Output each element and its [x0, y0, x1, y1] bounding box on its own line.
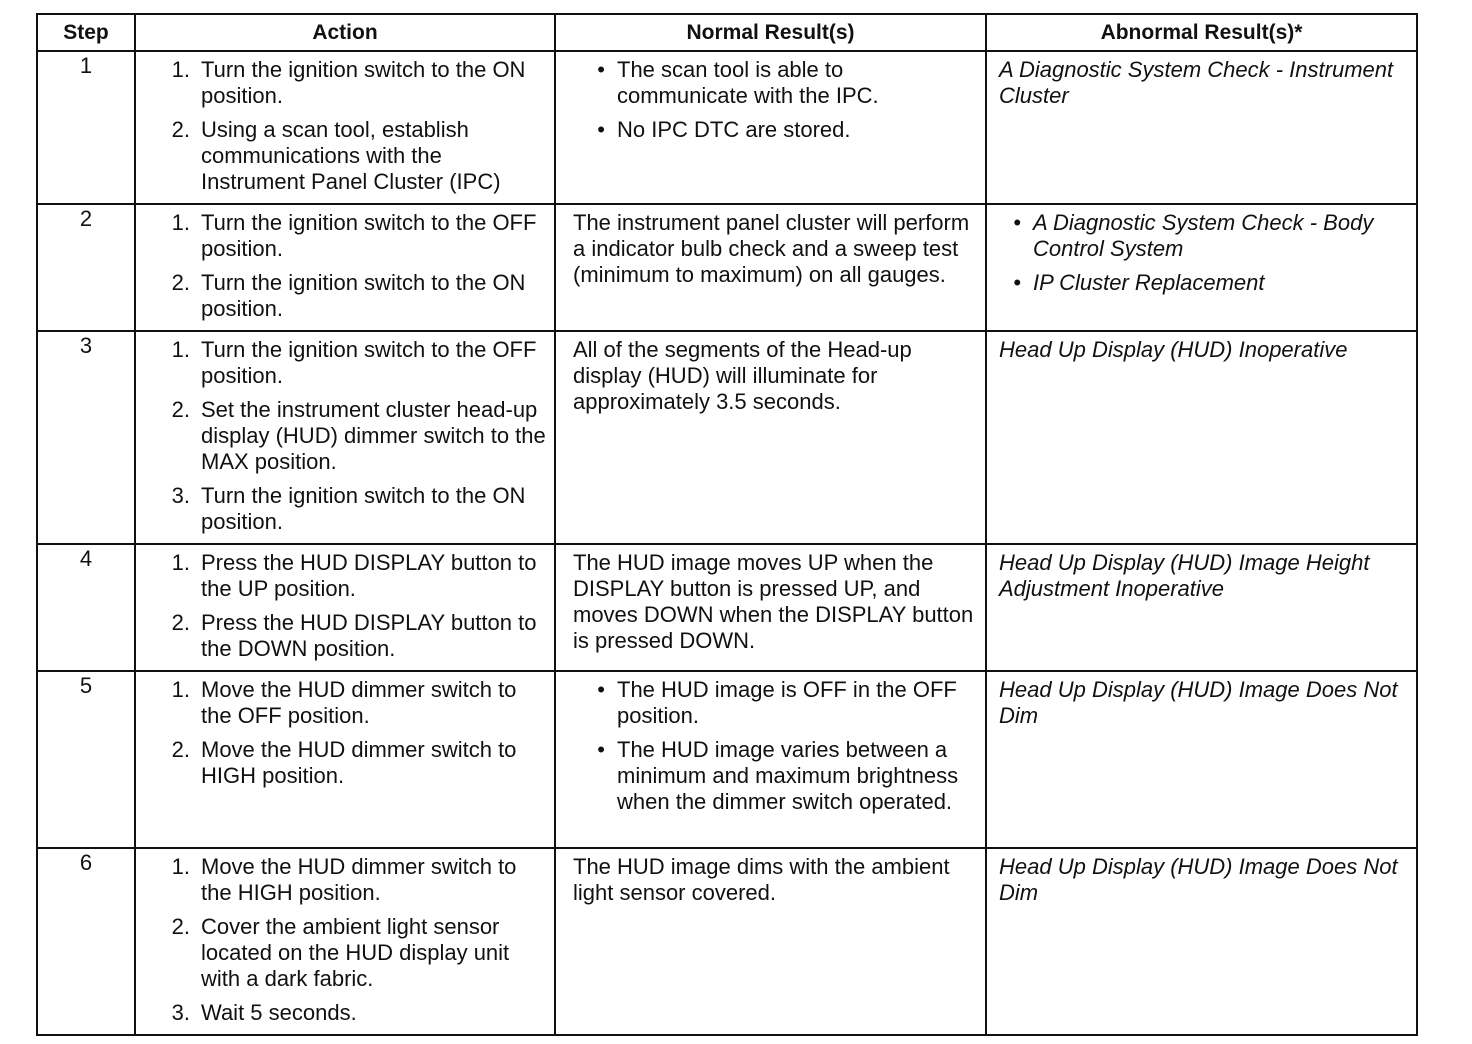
normal-result-cell	[555, 51, 986, 204]
action-step-number: 1.	[171, 854, 190, 879]
abnormal-result-link[interactable]: Head Up Display (HUD) Inoperative	[999, 337, 1348, 362]
action-cell	[135, 671, 555, 848]
normal-result-cell	[555, 204, 986, 331]
table-row	[37, 848, 1417, 1035]
action-step-number: 2.	[171, 737, 190, 762]
bullet-icon: •	[1013, 270, 1021, 295]
abnormal-result-link[interactable]: Head Up Display (HUD) Image Height Adjustment Inoperative	[999, 550, 1370, 601]
header-abnormal-results: Abnormal Result(s)*	[986, 14, 1417, 51]
action-step-text: Turn the ignition switch to the OFF position.	[201, 210, 537, 261]
action-step-number: 3.	[171, 1000, 190, 1025]
normal-result-item	[573, 677, 977, 729]
header-row	[37, 14, 1417, 51]
action-step-number: 2.	[171, 914, 190, 939]
bullet-icon: •	[597, 737, 605, 762]
action-step-number: 1.	[171, 57, 190, 82]
action-step-text: Press the HUD DISPLAY button to the DOWN position.	[201, 610, 537, 661]
normal-result-text: No IPC DTC are stored.	[617, 117, 851, 142]
normal-result-text: The HUD image is OFF in the OFF position.	[617, 677, 957, 728]
action-cell	[135, 544, 555, 671]
action-cell	[135, 331, 555, 544]
action-step-text: Wait 5 seconds.	[201, 1000, 357, 1025]
abnormal-result-link[interactable]: Head Up Display (HUD) Image Does Not Dim	[999, 854, 1398, 905]
normal-result-cell	[555, 671, 986, 848]
normal-result-item	[573, 117, 977, 143]
action-step	[136, 397, 548, 475]
action-cell	[135, 848, 555, 1035]
action-step-text: Move the HUD dimmer switch to the HIGH position.	[201, 854, 517, 905]
action-step-text: Move the HUD dimmer switch to the OFF position.	[201, 677, 517, 728]
action-step	[136, 854, 548, 906]
action-step	[136, 117, 548, 195]
table-row	[37, 671, 1417, 848]
abnormal-result-cell	[986, 51, 1417, 204]
header-step: Step	[37, 14, 135, 51]
action-step	[136, 270, 548, 322]
table-row	[37, 544, 1417, 671]
abnormal-result-cell	[986, 671, 1417, 848]
step-number: 3	[37, 331, 135, 544]
normal-result-item	[573, 57, 977, 109]
action-step	[136, 914, 548, 992]
action-step-number: 3.	[171, 483, 190, 508]
normal-result-text: All of the segments of the Head-up display (HUD) will illuminate for approximately 3.5 seconds.	[573, 337, 912, 414]
step-number: 5	[37, 671, 135, 848]
step-number: 6	[37, 848, 135, 1035]
action-step-text: Press the HUD DISPLAY button to the UP position.	[201, 550, 537, 601]
normal-result-text: The HUD image varies between a minimum and maximum brightness when the dimmer switch operated.	[617, 737, 959, 814]
normal-result-text: The scan tool is able to communicate with the IPC.	[617, 57, 879, 108]
action-step	[136, 337, 548, 389]
abnormal-result-item	[999, 270, 1408, 296]
action-step-number: 2.	[171, 397, 190, 422]
action-step-text: Turn the ignition switch to the ON position.	[201, 57, 526, 108]
abnormal-result-cell	[986, 848, 1417, 1035]
action-step-text: Turn the ignition switch to the ON position.	[201, 270, 526, 321]
action-step	[136, 1000, 548, 1026]
abnormal-result-cell	[986, 331, 1417, 544]
normal-result-cell	[555, 848, 986, 1035]
header-normal-results: Normal Result(s)	[555, 14, 986, 51]
table-row	[37, 204, 1417, 331]
action-cell	[135, 204, 555, 331]
abnormal-result-cell	[986, 204, 1417, 331]
diagnostic-table	[36, 13, 1418, 1036]
abnormal-result-link[interactable]: Head Up Display (HUD) Image Does Not Dim	[999, 677, 1398, 728]
action-step-text: Turn the ignition switch to the ON position.	[201, 483, 526, 534]
action-step-number: 1.	[171, 337, 190, 362]
abnormal-result-cell	[986, 544, 1417, 671]
action-step-number: 1.	[171, 210, 190, 235]
abnormal-result-link[interactable]: IP Cluster Replacement	[1033, 270, 1265, 295]
bullet-icon: •	[597, 117, 605, 142]
bullet-icon: •	[597, 57, 605, 82]
action-step-number: 1.	[171, 677, 190, 702]
normal-result-cell	[555, 544, 986, 671]
action-step-text: Set the instrument cluster head-up display (HUD) dimmer switch to the MAX position.	[201, 397, 546, 474]
action-step-text: Using a scan tool, establish communications with the Instrument Panel Cluster (IPC)	[201, 117, 501, 194]
action-step-text: Cover the ambient light sensor located on the HUD display unit with a dark fabric.	[201, 914, 510, 991]
bullet-icon: •	[1013, 210, 1021, 235]
action-step	[136, 57, 548, 109]
step-number: 1	[37, 51, 135, 204]
action-step-number: 2.	[171, 117, 190, 142]
action-step	[136, 677, 548, 729]
normal-result-cell	[555, 331, 986, 544]
table-row	[37, 51, 1417, 204]
abnormal-result-link[interactable]: A Diagnostic System Check - Body Control System	[1033, 210, 1374, 261]
action-step-number: 2.	[171, 610, 190, 635]
action-step	[136, 210, 548, 262]
normal-result-text: The HUD image moves UP when the DISPLAY button is pressed UP, and moves DOWN when the DISPLAY button is pressed DOWN.	[573, 550, 974, 653]
step-number: 4	[37, 544, 135, 671]
action-cell	[135, 51, 555, 204]
normal-result-text: The HUD image dims with the ambient light sensor covered.	[573, 854, 950, 905]
step-number: 2	[37, 204, 135, 331]
action-step	[136, 550, 548, 602]
abnormal-result-item	[999, 210, 1408, 262]
action-step	[136, 483, 548, 535]
table-row	[37, 331, 1417, 544]
action-step-number: 2.	[171, 270, 190, 295]
action-step	[136, 737, 548, 789]
action-step-number: 1.	[171, 550, 190, 575]
action-step-text: Move the HUD dimmer switch to HIGH position.	[201, 737, 517, 788]
action-step	[136, 610, 548, 662]
bullet-icon: •	[597, 677, 605, 702]
abnormal-result-link[interactable]: A Diagnostic System Check - Instrument Cluster	[999, 57, 1394, 108]
action-step-text: Turn the ignition switch to the OFF position.	[201, 337, 537, 388]
header-action: Action	[135, 14, 555, 51]
normal-result-text: The instrument panel cluster will perform a indicator bulb check and a sweep test (minimum to maximum) on all gauges.	[573, 210, 970, 287]
normal-result-item	[573, 737, 977, 815]
